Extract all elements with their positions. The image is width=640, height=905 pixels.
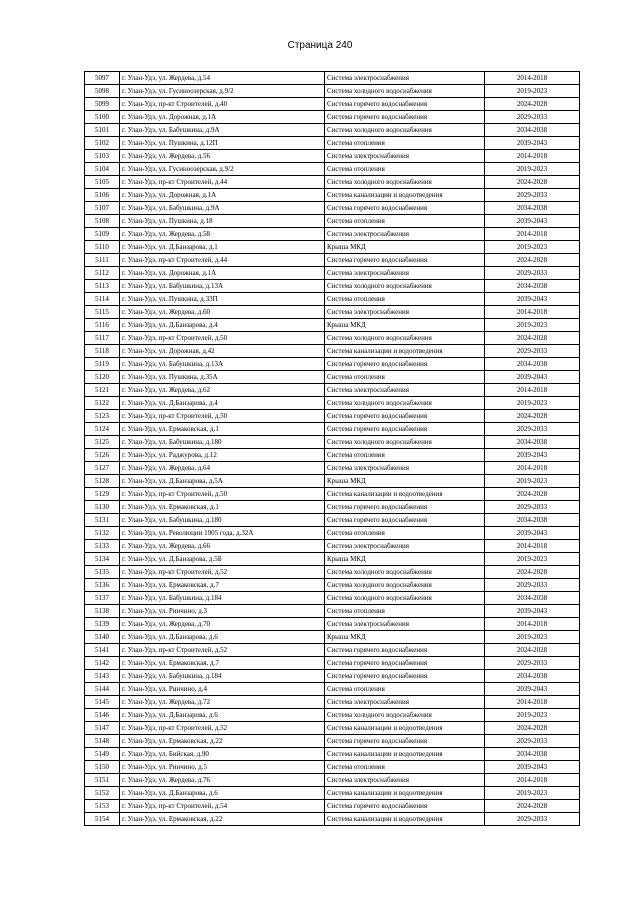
table-row — [85, 306, 580, 319]
row-number-cell: 5137 — [85, 592, 120, 605]
system-cell: Система холодного водоснабжения — [325, 397, 485, 410]
address-cell: г. Улан-Удэ, ул. Бабушкина, д.180 — [120, 514, 325, 527]
period-cell: 2034-2038 — [485, 514, 580, 527]
period-cell: 2039-2043 — [485, 761, 580, 774]
row-number-cell: 5125 — [85, 436, 120, 449]
period-cell: 2029-2033 — [485, 813, 580, 826]
row-number-cell: 5131 — [85, 514, 120, 527]
row-number-cell: 5130 — [85, 501, 120, 514]
table-row — [85, 371, 580, 384]
address-cell: г. Улан-Удэ, ул. Бабушкина, д.184 — [120, 592, 325, 605]
system-cell: Система электроснабжения — [325, 462, 485, 475]
address-cell: г. Улан-Удэ, ул. Дорожная, д.1А — [120, 111, 325, 124]
address-cell: г. Улан-Удэ, ул. Гусиноозерская, д.9/2 — [120, 163, 325, 176]
address-cell: г. Улан-Удэ, пр-кт Строителей, д.52 — [120, 722, 325, 735]
address-cell: г. Улан-Удэ, ул. Ермаковская, д.7 — [120, 657, 325, 670]
table-row — [85, 813, 580, 826]
period-cell: 2024-2028 — [485, 644, 580, 657]
row-number-cell: 5113 — [85, 280, 120, 293]
system-cell: Система горячего водоснабжения — [325, 644, 485, 657]
system-cell: Система канализации и водоотведения — [325, 189, 485, 202]
system-cell: Система горячего водоснабжения — [325, 254, 485, 267]
system-cell: Система отопления — [325, 605, 485, 618]
system-cell: Система горячего водоснабжения — [325, 514, 485, 527]
table-row — [85, 748, 580, 761]
system-cell: Система горячего водоснабжения — [325, 358, 485, 371]
period-cell: 2014-2018 — [485, 72, 580, 85]
address-cell: г. Улан-Удэ, ул. Бийская, д.90 — [120, 748, 325, 761]
period-cell: 2034-2038 — [485, 358, 580, 371]
system-cell: Система горячего водоснабжения — [325, 98, 485, 111]
address-cell: г. Улан-Удэ, ул. Революции 1905 года, д.32А — [120, 527, 325, 540]
period-cell: 2019-2023 — [485, 787, 580, 800]
table-row — [85, 501, 580, 514]
system-cell: Система электроснабжения — [325, 228, 485, 241]
period-cell: 2034-2038 — [485, 670, 580, 683]
address-cell: г. Улан-Удэ, ул. Ринчино, д.3 — [120, 605, 325, 618]
period-cell: 2014-2018 — [485, 384, 580, 397]
table-row — [85, 189, 580, 202]
table-row — [85, 449, 580, 462]
system-cell: Система канализации и водоотведения — [325, 813, 485, 826]
row-number-cell: 5129 — [85, 488, 120, 501]
table-row — [85, 150, 580, 163]
system-cell: Крыша МКД — [325, 319, 485, 332]
period-cell: 2034-2038 — [485, 202, 580, 215]
row-number-cell: 5132 — [85, 527, 120, 540]
period-cell: 2029-2033 — [485, 657, 580, 670]
row-number-cell: 5121 — [85, 384, 120, 397]
address-cell: г. Улан-Удэ, ул. Д.Банзарова, д.4 — [120, 397, 325, 410]
period-cell: 2039-2043 — [485, 293, 580, 306]
period-cell: 2039-2043 — [485, 683, 580, 696]
row-number-cell: 5126 — [85, 449, 120, 462]
row-number-cell: 5102 — [85, 137, 120, 150]
row-number-cell: 5124 — [85, 423, 120, 436]
system-cell: Система горячего водоснабжения — [325, 410, 485, 423]
table-row — [85, 657, 580, 670]
system-cell: Система отопления — [325, 761, 485, 774]
row-number-cell: 5134 — [85, 553, 120, 566]
period-cell: 2029-2033 — [485, 111, 580, 124]
row-number-cell: 5115 — [85, 306, 120, 319]
address-cell: г. Улан-Удэ, ул. Дорожная, д.1А — [120, 189, 325, 202]
row-number-cell: 5112 — [85, 267, 120, 280]
address-cell: г. Улан-Удэ, ул. Жердева, д.54 — [120, 72, 325, 85]
address-cell: г. Улан-Удэ, ул. Жердева, д.60 — [120, 306, 325, 319]
table-row — [85, 410, 580, 423]
period-cell: 2029-2033 — [485, 579, 580, 592]
table-row — [85, 176, 580, 189]
table-row — [85, 488, 580, 501]
address-cell: г. Улан-Удэ, пр-кт Строителей, д.54 — [120, 800, 325, 813]
system-cell: Система горячего водоснабжения — [325, 111, 485, 124]
row-number-cell: 5144 — [85, 683, 120, 696]
address-cell: г. Улан-Удэ, ул. Ермаковская, д.22 — [120, 735, 325, 748]
period-cell: 2034-2038 — [485, 592, 580, 605]
period-cell: 2014-2018 — [485, 540, 580, 553]
period-cell: 2024-2028 — [485, 254, 580, 267]
table-row — [85, 683, 580, 696]
period-cell: 2039-2043 — [485, 449, 580, 462]
address-cell: г. Улан-Удэ, ул. Бабушкина, д.180 — [120, 436, 325, 449]
table-row — [85, 293, 580, 306]
period-cell: 2019-2023 — [485, 163, 580, 176]
system-cell: Система электроснабжения — [325, 696, 485, 709]
row-number-cell: 5097 — [85, 72, 120, 85]
period-cell: 2014-2018 — [485, 228, 580, 241]
period-cell: 2029-2033 — [485, 735, 580, 748]
period-cell: 2034-2038 — [485, 280, 580, 293]
row-number-cell: 5140 — [85, 631, 120, 644]
period-cell: 2019-2023 — [485, 631, 580, 644]
table-row — [85, 319, 580, 332]
table-row — [85, 566, 580, 579]
row-number-cell: 5153 — [85, 800, 120, 813]
address-cell: г. Улан-Удэ, ул. Дорожная, д.42 — [120, 345, 325, 358]
table-row — [85, 241, 580, 254]
table-row — [85, 631, 580, 644]
address-cell: г. Улан-Удэ, ул. Пушкина, д.35А — [120, 371, 325, 384]
table-row — [85, 787, 580, 800]
address-cell: г. Улан-Удэ, ул. Жердева, д.72 — [120, 696, 325, 709]
row-number-cell: 5117 — [85, 332, 120, 345]
row-number-cell: 5100 — [85, 111, 120, 124]
row-number-cell: 5154 — [85, 813, 120, 826]
address-cell: г. Улан-Удэ, ул. Ермаковская, д.22 — [120, 813, 325, 826]
system-cell: Система горячего водоснабжения — [325, 202, 485, 215]
table-row — [85, 553, 580, 566]
row-number-cell: 5107 — [85, 202, 120, 215]
system-cell: Система холодного водоснабжения — [325, 566, 485, 579]
table-row — [85, 215, 580, 228]
period-cell: 2019-2023 — [485, 85, 580, 98]
address-cell: г. Улан-Удэ, ул. Д.Банзарова, д.4 — [120, 319, 325, 332]
address-cell: г. Улан-Удэ, ул. Д.Банзарова, д.6 — [120, 709, 325, 722]
address-cell: г. Улан-Удэ, ул. Жердева, д.76 — [120, 774, 325, 787]
system-cell: Система холодного водоснабжения — [325, 280, 485, 293]
row-number-cell: 5148 — [85, 735, 120, 748]
system-cell: Система электроснабжения — [325, 267, 485, 280]
row-number-cell: 5122 — [85, 397, 120, 410]
period-cell: 2019-2023 — [485, 475, 580, 488]
address-cell: г. Улан-Удэ, пр-кт Строителей, д.44 — [120, 176, 325, 189]
period-cell: 2024-2028 — [485, 800, 580, 813]
period-cell: 2019-2023 — [485, 319, 580, 332]
row-number-cell: 5147 — [85, 722, 120, 735]
address-cell: г. Улан-Удэ, ул. Жердева, д.58 — [120, 228, 325, 241]
row-number-cell: 5116 — [85, 319, 120, 332]
table-row — [85, 774, 580, 787]
period-cell: 2039-2043 — [485, 527, 580, 540]
system-cell: Система холодного водоснабжения — [325, 709, 485, 722]
period-cell: 2014-2018 — [485, 306, 580, 319]
period-cell: 2019-2023 — [485, 397, 580, 410]
row-number-cell: 5109 — [85, 228, 120, 241]
table-row — [85, 124, 580, 137]
period-cell: 2014-2018 — [485, 696, 580, 709]
row-number-cell: 5120 — [85, 371, 120, 384]
row-number-cell: 5150 — [85, 761, 120, 774]
period-cell: 2024-2028 — [485, 566, 580, 579]
period-cell: 2019-2023 — [485, 553, 580, 566]
row-number-cell: 5099 — [85, 98, 120, 111]
system-cell: Система горячего водоснабжения — [325, 501, 485, 514]
address-cell: г. Улан-Удэ, ул. Пушкина, д.18 — [120, 215, 325, 228]
row-number-cell: 5111 — [85, 254, 120, 267]
table-row — [85, 72, 580, 85]
row-number-cell: 5143 — [85, 670, 120, 683]
system-cell: Система электроснабжения — [325, 384, 485, 397]
address-cell: г. Улан-Удэ, ул. Жердева, д.70 — [120, 618, 325, 631]
row-number-cell: 5145 — [85, 696, 120, 709]
system-cell: Крыша МКД — [325, 553, 485, 566]
period-cell: 2034-2038 — [485, 748, 580, 761]
table-row — [85, 527, 580, 540]
table-row — [85, 202, 580, 215]
address-cell: г. Улан-Удэ, пр-кт Строителей, д.40 — [120, 98, 325, 111]
address-cell: г. Улан-Удэ, ул. Ермаковская, д.7 — [120, 579, 325, 592]
system-cell: Система канализации и водоотведения — [325, 748, 485, 761]
system-cell: Система холодного водоснабжения — [325, 332, 485, 345]
period-cell: 2014-2018 — [485, 150, 580, 163]
period-cell: 2034-2038 — [485, 436, 580, 449]
system-cell: Система отопления — [325, 137, 485, 150]
table-row — [85, 514, 580, 527]
row-number-cell: 5119 — [85, 358, 120, 371]
system-cell: Система отопления — [325, 293, 485, 306]
row-number-cell: 5142 — [85, 657, 120, 670]
table-row — [85, 423, 580, 436]
system-cell: Система горячего водоснабжения — [325, 657, 485, 670]
page-header: Страница 240 — [287, 40, 353, 51]
row-number-cell: 5135 — [85, 566, 120, 579]
address-cell: г. Улан-Удэ, ул. Ринчино, д.4 — [120, 683, 325, 696]
period-cell: 2039-2043 — [485, 215, 580, 228]
address-cell: г. Улан-Удэ, ул. Бабушкина, д.9А — [120, 202, 325, 215]
system-cell: Система отопления — [325, 449, 485, 462]
system-cell: Система холодного водоснабжения — [325, 592, 485, 605]
system-cell: Система отопления — [325, 163, 485, 176]
row-number-cell: 5110 — [85, 241, 120, 254]
period-cell: 2034-2038 — [485, 124, 580, 137]
table-row — [85, 618, 580, 631]
row-number-cell: 5152 — [85, 787, 120, 800]
system-cell: Система канализации и водоотведения — [325, 488, 485, 501]
address-cell: г. Улан-Удэ, ул. Д.Банзарова, д.5Б — [120, 553, 325, 566]
address-cell: г. Улан-Удэ, ул. Жердева, д.66 — [120, 540, 325, 553]
address-cell: г. Улан-Удэ, ул. Жердева, д.56 — [120, 150, 325, 163]
address-cell: г. Улан-Удэ, ул. Д.Банзарова, д.6 — [120, 631, 325, 644]
address-cell: г. Улан-Удэ, пр-кт Строителей, д.50 — [120, 332, 325, 345]
table-row — [85, 696, 580, 709]
system-cell: Крыша МКД — [325, 631, 485, 644]
table-row — [85, 592, 580, 605]
system-cell: Система отопления — [325, 683, 485, 696]
address-cell: г. Улан-Удэ, ул. Ринчино, д.5 — [120, 761, 325, 774]
system-cell: Крыша МКД — [325, 241, 485, 254]
address-cell: г. Улан-Удэ, ул. Д.Банзарова, д.5А — [120, 475, 325, 488]
system-cell: Система холодного водоснабжения — [325, 176, 485, 189]
address-cell: г. Улан-Удэ, ул. Дорожная, д.1А — [120, 267, 325, 280]
row-number-cell: 5114 — [85, 293, 120, 306]
row-number-cell: 5141 — [85, 644, 120, 657]
address-cell: г. Улан-Удэ, ул. Ермаковская, д.1 — [120, 501, 325, 514]
period-cell: 2029-2033 — [485, 189, 580, 202]
table-row — [85, 761, 580, 774]
address-cell: г. Улан-Удэ, ул. Бабушкина, д.9А — [120, 124, 325, 137]
row-number-cell: 5108 — [85, 215, 120, 228]
table-row — [85, 709, 580, 722]
table-row — [85, 163, 580, 176]
system-cell: Система канализации и водоотведения — [325, 722, 485, 735]
row-number-cell: 5138 — [85, 605, 120, 618]
period-cell: 2029-2033 — [485, 267, 580, 280]
system-cell: Система холодного водоснабжения — [325, 436, 485, 449]
row-number-cell: 5098 — [85, 85, 120, 98]
row-number-cell: 5118 — [85, 345, 120, 358]
table-row — [85, 735, 580, 748]
row-number-cell: 5146 — [85, 709, 120, 722]
system-cell: Система канализации и водоотведения — [325, 787, 485, 800]
table-row — [85, 280, 580, 293]
address-cell: г. Улан-Удэ, ул. Жердева, д.64 — [120, 462, 325, 475]
table-row — [85, 358, 580, 371]
system-cell: Система горячего водоснабжения — [325, 800, 485, 813]
row-number-cell: 5104 — [85, 163, 120, 176]
row-number-cell: 5123 — [85, 410, 120, 423]
period-cell: 2024-2028 — [485, 176, 580, 189]
system-cell: Система отопления — [325, 527, 485, 540]
address-cell: г. Улан-Удэ, ул. Пушкина, д.12П — [120, 137, 325, 150]
table-row — [85, 345, 580, 358]
system-cell: Система канализации и водоотведения — [325, 345, 485, 358]
address-cell: г. Улан-Удэ, пр-кт Строителей, д.52 — [120, 566, 325, 579]
table-row — [85, 332, 580, 345]
table-row — [85, 384, 580, 397]
address-cell: г. Улан-Удэ, ул. Жердева, д.62 — [120, 384, 325, 397]
system-cell: Система электроснабжения — [325, 618, 485, 631]
system-cell: Система электроснабжения — [325, 774, 485, 787]
table-row — [85, 397, 580, 410]
period-cell: 2014-2018 — [485, 462, 580, 475]
address-cell: г. Улан-Удэ, пр-кт Строителей, д.52 — [120, 644, 325, 657]
register-table — [84, 71, 580, 826]
address-cell: г. Улан-Удэ, ул. Бабушкина, д.13А — [120, 358, 325, 371]
table-row — [85, 228, 580, 241]
row-number-cell: 5128 — [85, 475, 120, 488]
row-number-cell: 5151 — [85, 774, 120, 787]
row-number-cell: 5106 — [85, 189, 120, 202]
system-cell: Система отопления — [325, 371, 485, 384]
table-row — [85, 267, 580, 280]
table-row — [85, 644, 580, 657]
system-cell: Система холодного водоснабжения — [325, 85, 485, 98]
table-row — [85, 670, 580, 683]
system-cell: Система холодного водоснабжения — [325, 124, 485, 137]
system-cell: Система горячего водоснабжения — [325, 670, 485, 683]
table-row — [85, 137, 580, 150]
table-row — [85, 722, 580, 735]
system-cell: Система электроснабжения — [325, 306, 485, 319]
row-number-cell: 5149 — [85, 748, 120, 761]
address-cell: г. Улан-Удэ, ул. Бабушкина, д.13А — [120, 280, 325, 293]
period-cell: 2014-2018 — [485, 618, 580, 631]
row-number-cell: 5136 — [85, 579, 120, 592]
row-number-cell: 5139 — [85, 618, 120, 631]
row-number-cell: 5105 — [85, 176, 120, 189]
system-cell: Система отопления — [325, 215, 485, 228]
period-cell: 2024-2028 — [485, 722, 580, 735]
address-cell: г. Улан-Удэ, ул. Д.Банзарова, д.6 — [120, 787, 325, 800]
system-cell: Система холодного водоснабжения — [325, 579, 485, 592]
table-row — [85, 254, 580, 267]
table-row — [85, 98, 580, 111]
system-cell: Система электроснабжения — [325, 150, 485, 163]
period-cell: 2039-2043 — [485, 605, 580, 618]
system-cell: Система электроснабжения — [325, 72, 485, 85]
table-row — [85, 436, 580, 449]
period-cell: 2024-2028 — [485, 98, 580, 111]
period-cell: 2019-2023 — [485, 709, 580, 722]
system-cell: Система горячего водоснабжения — [325, 735, 485, 748]
table-row — [85, 85, 580, 98]
row-number-cell: 5103 — [85, 150, 120, 163]
address-cell: г. Улан-Удэ, пр-кт Строителей, д.44 — [120, 254, 325, 267]
row-number-cell: 5133 — [85, 540, 120, 553]
address-cell: г. Улан-Удэ, ул. Д.Банзарова, д.1 — [120, 241, 325, 254]
table-row — [85, 462, 580, 475]
period-cell: 2019-2023 — [485, 241, 580, 254]
period-cell: 2039-2043 — [485, 371, 580, 384]
period-cell: 2024-2028 — [485, 332, 580, 345]
table-row — [85, 800, 580, 813]
address-cell: г. Улан-Удэ, пр-кт Строителей, д.50 — [120, 410, 325, 423]
address-cell: г. Улан-Удэ, ул. Раджурова, д.12 — [120, 449, 325, 462]
system-cell: Система электроснабжения — [325, 540, 485, 553]
address-cell: г. Улан-Удэ, ул. Ермаковская, д.1 — [120, 423, 325, 436]
period-cell: 2024-2028 — [485, 410, 580, 423]
table-row — [85, 605, 580, 618]
system-cell: Крыша МКД — [325, 475, 485, 488]
period-cell: 2029-2033 — [485, 501, 580, 514]
row-number-cell: 5101 — [85, 124, 120, 137]
address-cell: г. Улан-Удэ, ул. Пушкина, д.33П — [120, 293, 325, 306]
table-row — [85, 111, 580, 124]
row-number-cell: 5127 — [85, 462, 120, 475]
address-cell: г. Улан-Удэ, ул. Бабушкина, д.184 — [120, 670, 325, 683]
table-row — [85, 540, 580, 553]
register-table-body — [85, 72, 580, 826]
period-cell: 2029-2033 — [485, 345, 580, 358]
address-cell: г. Улан-Удэ, пр-кт Строителей, д.50 — [120, 488, 325, 501]
table-row — [85, 579, 580, 592]
system-cell: Система горячего водоснабжения — [325, 423, 485, 436]
period-cell: 2024-2028 — [485, 488, 580, 501]
period-cell: 2014-2018 — [485, 774, 580, 787]
period-cell: 2039-2043 — [485, 137, 580, 150]
period-cell: 2029-2033 — [485, 423, 580, 436]
table-row — [85, 475, 580, 488]
address-cell: г. Улан-Удэ, ул. Гусиноозерская, д.9/2 — [120, 85, 325, 98]
